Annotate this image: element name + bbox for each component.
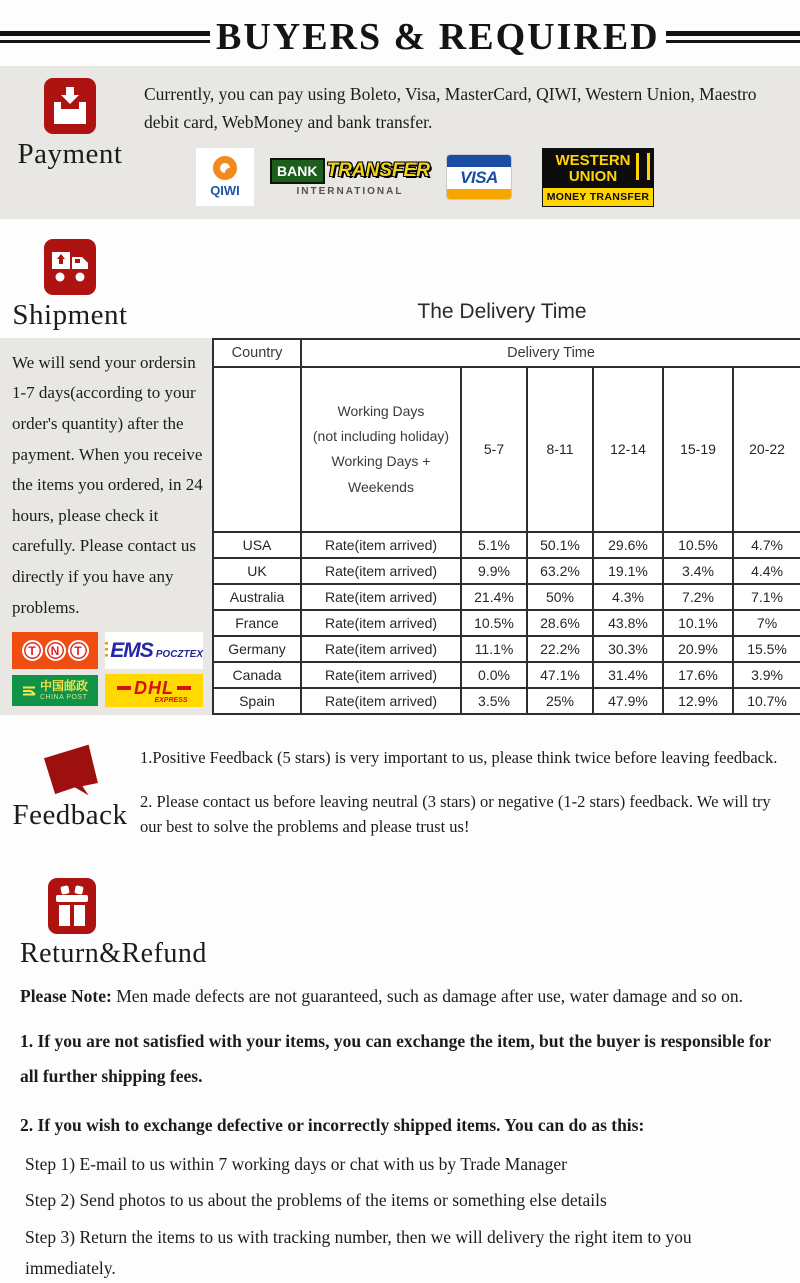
payment-section	[0, 66, 800, 219]
payment-content	[140, 76, 792, 207]
header-rule-left	[0, 31, 210, 43]
return-refund-header	[20, 878, 800, 970]
table-row: Germany Rate(item arrived) 11.1% 22.2% 30.3% 20.9% 15.5%	[213, 636, 800, 662]
return-note	[20, 982, 780, 1010]
page-title: BUYERS & REQUIRED	[216, 16, 660, 58]
range-header: 12-14	[593, 367, 663, 532]
visa-logo-text: VISA	[460, 168, 498, 188]
return-step-3: Step 3) Return the items to us with tracking number, then we will delivery the right item to you immediately.	[25, 1227, 692, 1278]
table-row: Canada Rate(item arrived) 0.0% 47.1% 31.4% 17.6% 3.9%	[213, 662, 800, 688]
carrier-logos-grid	[12, 632, 208, 707]
delivery-time-table	[212, 338, 800, 715]
payment-side-column	[0, 76, 140, 207]
feedback-section	[0, 739, 800, 854]
table-header-row-1	[213, 339, 800, 367]
china-post-en-text: CHINA POST	[39, 694, 88, 702]
western-union-line1: WESTERN	[555, 152, 631, 169]
range-header: 5-7	[461, 367, 527, 532]
qiwi-icon	[213, 156, 237, 180]
feedback-side-column	[0, 739, 140, 854]
western-union-line2: UNION	[568, 167, 618, 185]
shipment-icon	[44, 239, 96, 295]
feedback-point-1: 1.Positive Feedback (5 stars) is very important to us, please think twice before leaving feedback.	[140, 748, 778, 768]
dhl-logo-text: DHL	[134, 677, 174, 698]
delivery-time-title: The Delivery Time	[417, 299, 587, 323]
return-point-1: 1. If you are not satisfied with your items, you can exchange the item, but the buyer is responsible for all further shipping fees.	[20, 1030, 771, 1086]
china-post-cn-text: 中国邮政	[39, 679, 88, 694]
payment-icon	[44, 78, 96, 134]
visa-logo	[446, 154, 512, 200]
western-union-subtitle: MONEY TRANSFER	[543, 188, 653, 206]
return-refund-section-label: Return&Refund	[20, 937, 207, 969]
bank-transfer-logo	[277, 158, 430, 197]
ems-stripes-icon	[105, 642, 108, 660]
return-refund-content	[20, 982, 780, 1283]
feedback-point-2: 2. Please contact us before leaving neutral (3 stars) or negative (1-2 stars) feedback. We will try our best to solve the problems and please trust us!	[140, 791, 771, 837]
range-header: 20-22	[733, 367, 800, 532]
header-rule-right	[666, 31, 800, 43]
feedback-bubble-icon	[39, 741, 101, 799]
payment-section-label: Payment	[17, 138, 123, 170]
range-header: 8-11	[527, 367, 593, 532]
table-header-row-2	[213, 367, 800, 532]
return-point-2: 2. If you wish to exchange defective or incorrectly shipped items. You can do as this:	[20, 1114, 645, 1135]
working-days-cell: Working Days (not including holiday) Working Days + Weekends	[301, 367, 461, 532]
return-step-2: Step 2) Send photos to us about the problems of the items or something else details	[25, 1190, 607, 1211]
payment-arrow-tray-glyph	[52, 86, 88, 126]
shipment-note-text: We will send your ordersin 1-7 days(according to your order's quantity) after the payment. When you receive the items you ordered, in 24 hours, please check it carefully. Please contact us directly if you have any problems.	[12, 352, 203, 617]
page-header	[0, 0, 800, 58]
pocztex-logo-text: POCZTEX	[155, 649, 203, 661]
shipment-side-column	[0, 237, 140, 332]
china-post-emblem-icon	[22, 684, 36, 698]
ems-logo-text: EMS	[110, 638, 153, 662]
feedback-section-label: Feedback	[12, 799, 128, 832]
range-header: 15-19	[663, 367, 733, 532]
gift-icon	[48, 878, 96, 934]
table-row: Spain Rate(item arrived) 3.5% 25% 47.9% 12.9% 10.7%	[213, 688, 800, 714]
bank-transfer-word1: BANK	[270, 158, 324, 184]
qiwi-logo	[196, 148, 254, 206]
bank-transfer-subtitle: INTERNATIONAL	[296, 185, 404, 197]
country-header: Country	[213, 339, 301, 367]
bank-transfer-word2: TRANSFER	[326, 159, 430, 181]
qiwi-logo-text: QIWI	[210, 183, 240, 199]
western-union-logo	[542, 148, 654, 207]
shipment-note-panel	[0, 338, 212, 715]
truck-glyph	[51, 250, 89, 284]
china-post-logo	[12, 675, 98, 706]
table-row: France Rate(item arrived) 10.5% 28.6% 43.8% 10.1% 7%	[213, 610, 800, 636]
payment-description: Currently, you can pay using Boleto, Visa, MasterCard, QIWI, Western Union, Maestro debit card, WebMoney and bank transfer.	[144, 84, 757, 132]
return-note-text: Men made defects are not guaranteed, such as damage after use, water damage and so on.	[111, 985, 744, 1006]
ems-pocztex-logo	[105, 632, 203, 669]
table-row: USA Rate(item arrived) 5.1% 50.1% 29.6% 10.5% 4.7%	[213, 532, 800, 558]
dhl-logo	[105, 674, 203, 707]
shipment-header	[0, 237, 800, 332]
shipment-section-label: Shipment	[12, 298, 128, 331]
return-note-label: Please Note:	[20, 985, 112, 1006]
table-row: Australia Rate(item arrived) 21.4% 50% 4.3% 7.2% 7.1%	[213, 584, 800, 610]
dhl-express-text: EXPRESS	[154, 696, 188, 704]
return-step-1: Step 1) E-mail to us within 7 working days or chat with us by Trade Manager	[25, 1153, 567, 1174]
feedback-content	[140, 739, 800, 854]
payment-logos-row	[196, 148, 792, 207]
delivery-time-header: Delivery Time	[301, 339, 800, 367]
shipment-body	[0, 338, 800, 715]
table-row: UK Rate(item arrived) 9.9% 63.2% 19.1% 3.4% 4.4%	[213, 558, 800, 584]
tnt-logo: T N T	[12, 632, 98, 669]
